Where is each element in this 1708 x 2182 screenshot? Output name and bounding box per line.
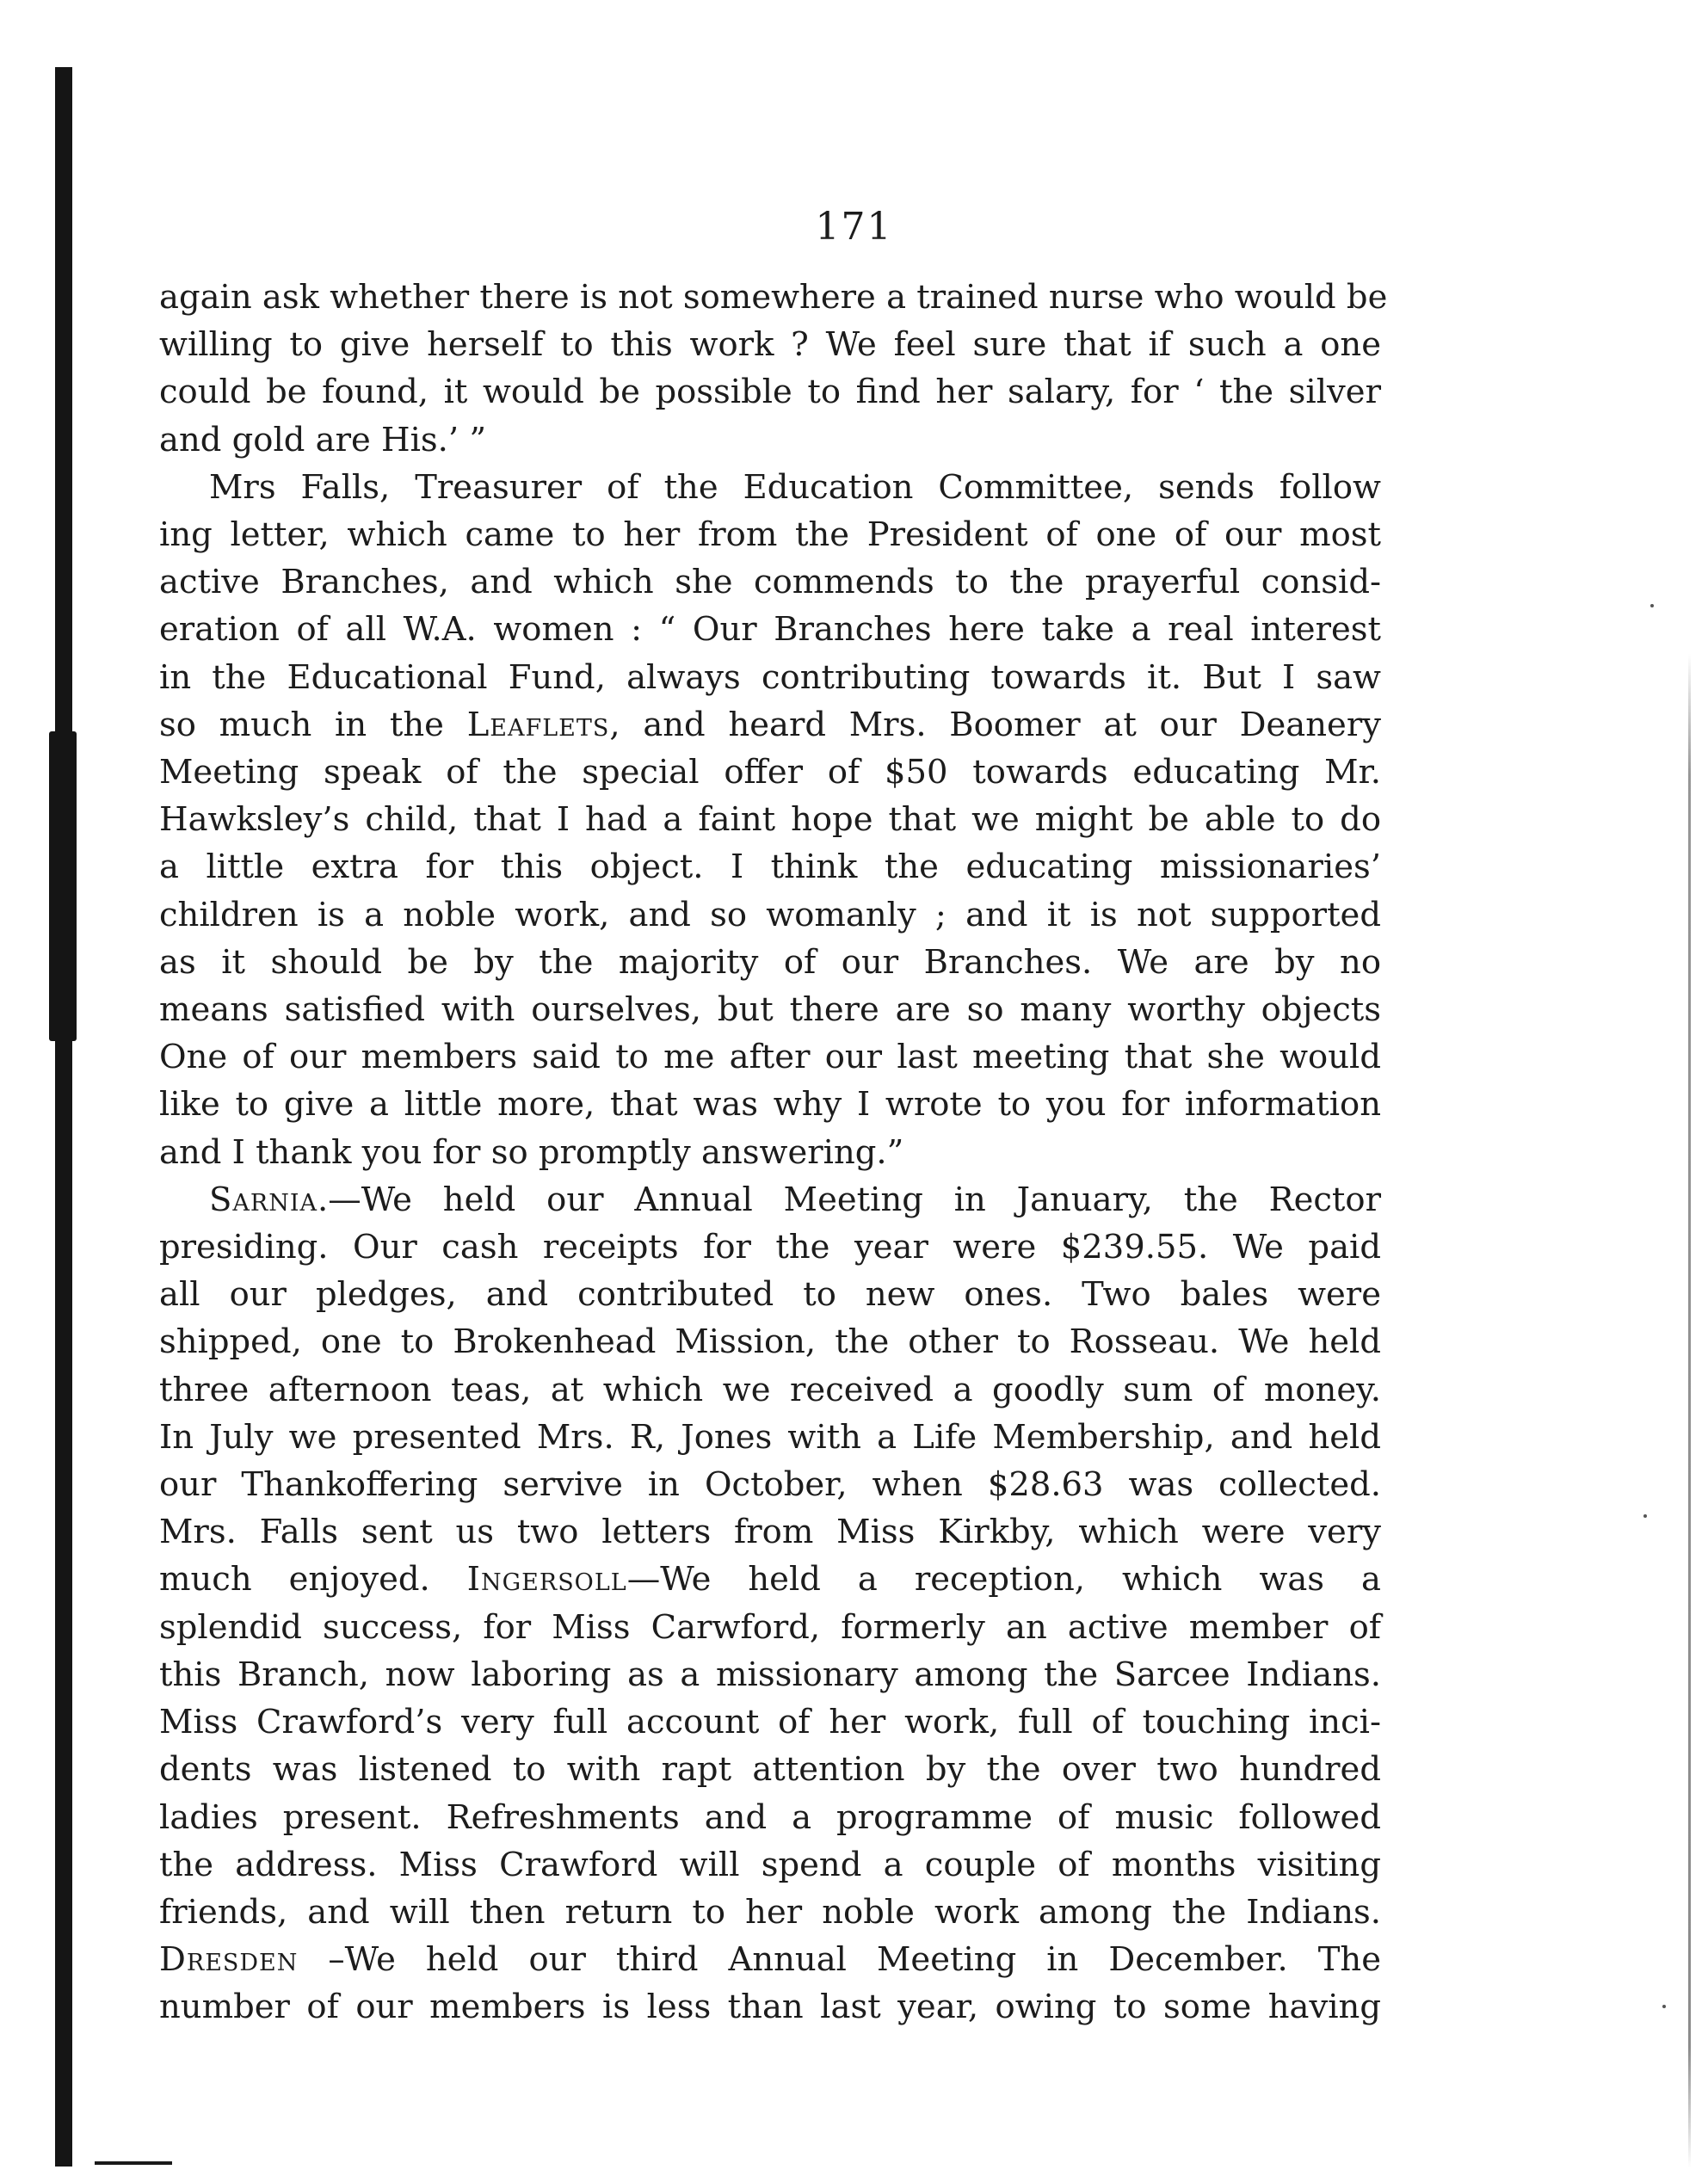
line-text: ing letter, which came to her from the President of one of our most — [159, 515, 1381, 555]
line-text: number of our members is less than last year, owing to some having — [159, 1988, 1381, 2027]
text-line — [159, 606, 1381, 653]
line-text: ladies present. Refreshments and a programme of music followed — [159, 1797, 1381, 1837]
text-line — [159, 1746, 1381, 1793]
line-text: eration of all W.A. women : “ Our Branches here take a real interest — [159, 610, 1381, 650]
line-text-continued: –We held our third Annual Meeting in December. The — [298, 1940, 1381, 1980]
line-text: like to give a little more, that was why I wrote to you for information — [159, 1085, 1381, 1125]
line-text-continued: .—We held our Annual Meeting in January, the Rector — [318, 1180, 1381, 1219]
binding-edge — [55, 67, 72, 2167]
line-text: Miss Crawford’s very full account of her work, full of touching inci- — [159, 1703, 1381, 1742]
text-line — [159, 1936, 1381, 1983]
binding-shadow — [49, 731, 77, 1041]
text-line — [159, 274, 1388, 321]
text-line — [159, 701, 1381, 749]
text-line — [159, 1366, 1381, 1414]
text-line — [159, 1794, 1381, 1841]
line-text-continued: , and heard Mrs. Boomer at our Deanery — [609, 705, 1381, 744]
line-text: friends, and will then return to her noble work among the Indians. — [159, 1892, 1381, 1932]
line-text: this Branch, now laboring as a missionary among the Sarcee Indians. — [159, 1655, 1381, 1694]
text-line — [159, 511, 1381, 558]
scan-speck — [1650, 604, 1654, 607]
text-line — [159, 558, 1381, 606]
text-line — [159, 1841, 1381, 1889]
line-text: One of our members said to me after our last meeting that she would — [159, 1038, 1381, 1077]
small-caps-heading: Leaflets — [466, 705, 610, 744]
text-line — [159, 1698, 1381, 1746]
line-text: Meeting speak of the special offer of $50 towards educating Mr. — [159, 753, 1381, 792]
line-text: so much in the — [159, 705, 467, 744]
line-text-continued: —We held a reception, which was a — [626, 1560, 1381, 1600]
text-line — [159, 416, 1381, 464]
small-caps-heading: Sarnia — [209, 1180, 318, 1219]
scan-speck — [1643, 1514, 1647, 1518]
small-caps-heading: Ingersoll — [466, 1560, 627, 1600]
text-line — [159, 1889, 1381, 1936]
text-line — [159, 1983, 1381, 2031]
page-right-edge — [1688, 654, 1691, 2168]
text-line — [159, 1414, 1381, 1461]
line-text: presiding. Our cash receipts for the year were $239.55. We paid — [159, 1228, 1381, 1267]
line-text: active Branches, and which she commends to the prayerful consid- — [159, 563, 1381, 602]
text-line — [159, 654, 1381, 701]
text-line — [159, 796, 1381, 843]
text-line — [159, 321, 1381, 368]
text-line — [159, 1271, 1381, 1318]
text-line — [159, 986, 1381, 1033]
line-text: dents was listened to with rapt attention by the over two hundred — [159, 1750, 1381, 1790]
text-line — [159, 1556, 1381, 1603]
text-line — [159, 1604, 1381, 1651]
text-line — [159, 1224, 1381, 1271]
line-text: and gold are His.’ ” — [159, 420, 487, 459]
scan-speck — [1662, 2005, 1666, 2008]
text-line — [159, 1129, 1381, 1176]
line-text: a little extra for this object. I think the educating missionaries’ — [159, 848, 1381, 887]
text-line — [159, 749, 1381, 796]
text-line — [159, 1081, 1381, 1128]
line-text: could be found, it would be possible to find her salary, for ‘ the silver — [159, 373, 1381, 412]
text-line — [159, 368, 1381, 416]
line-text: much enjoyed. — [159, 1560, 467, 1600]
text-line — [159, 1318, 1381, 1365]
line-text: means satisfied with ourselves, but there are so many worthy objects — [159, 990, 1381, 1030]
text-line — [159, 843, 1381, 891]
line-text: again ask whether there is not somewhere a trained nurse who would be — [159, 278, 1388, 317]
text-line — [159, 1033, 1381, 1081]
line-text: Mrs. Falls sent us two letters from Miss Kirkby, which were very — [159, 1513, 1381, 1552]
line-text: shipped, one to Brokenhead Mission, the other to Rosseau. We held — [159, 1322, 1381, 1362]
text-line — [159, 891, 1381, 939]
line-text: willing to give herself to this work ? We feel sure that if such a one — [159, 325, 1381, 365]
line-text: three afternoon teas, at which we received a goodly sum of money. — [159, 1370, 1381, 1409]
text-line — [159, 1461, 1381, 1508]
line-text: the address. Miss Crawford will spend a couple of months visiting — [159, 1845, 1381, 1884]
line-text: and I thank you for so promptly answering.” — [159, 1132, 904, 1172]
small-caps-heading: Dresden — [159, 1940, 299, 1980]
text-line — [159, 464, 1381, 511]
line-text: splendid success, for Miss Carwford, formerly an active member of — [159, 1607, 1381, 1647]
text-line — [159, 939, 1381, 986]
line-text: all our pledges, and contributed to new ones. Two bales were — [159, 1275, 1381, 1315]
body-text — [159, 274, 1388, 2031]
line-text: as it should be by the majority of our Branches. We are by no — [159, 942, 1381, 982]
text-line — [159, 1651, 1381, 1698]
line-text: our Thankoffering servive in October, when $28.63 was collected. — [159, 1465, 1381, 1505]
text-line — [159, 1508, 1381, 1556]
line-text: in the Educational Fund, always contributing towards it. But I saw — [159, 657, 1381, 697]
line-text: children is a noble work, and so womanly ; and it is not supported — [159, 895, 1381, 934]
line-text: In July we presented Mrs. R, Jones with a Life Membership, and held — [159, 1417, 1381, 1457]
text-line — [159, 1176, 1381, 1224]
binding-foot-mark — [95, 2161, 172, 2165]
page-number: 171 — [815, 205, 893, 249]
line-text: Hawksley’s child, that I had a faint hope that we might be able to do — [159, 800, 1381, 840]
line-text: Mrs Falls, Treasurer of the Education Committee, sends follow — [209, 467, 1381, 507]
